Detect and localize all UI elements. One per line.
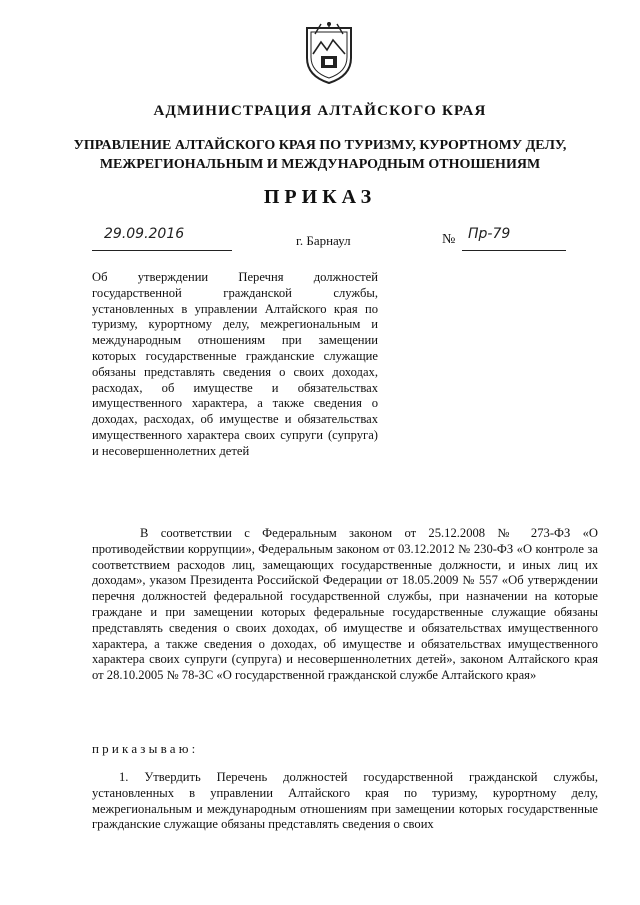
city-label: г. Барнаул (296, 233, 351, 248)
document-type-title: ПРИКАЗ (263, 186, 377, 208)
preamble-paragraph: В соответствии с Федеральным законом от 25.12.2008 № 273-ФЗ «О противодействии коррупции», Федеральным законом от 03.12.2012 № 230-ФЗ «О контроле за соответствием расходов лиц, замещающих государственные должности, и иных лиц их доходам», указом Президента Российской Федерации от 18.05.2009 № 557 «Об утверждении перечня должностей федеральной государственной службы, при назначении на которые граждане и при замещении которых федеральные государственные служащие обязаны представлять сведения о своих доходах, об имуществе и обязательствах имущественного характера, а также сведения о доходах, об имуществе и обязательствах имущественного характера своих супруги (супруга) и несовершеннолетних детей», законом Алтайского края от 28.10.2005 № 78-ЗС «О государственной гражданской службе Алтайского края» (92, 526, 598, 683)
organization-title: АДМИНИСТРАЦИЯ АЛТАЙСКОГО КРАЯ (153, 103, 487, 119)
department-line-1: УПРАВЛЕНИЕ АЛТАЙСКОГО КРАЯ ПО ТУРИЗМУ, КУРОРТНОМУ ДЕЛУ, (73, 138, 567, 153)
coat-of-arms-icon (301, 20, 357, 86)
order-word: приказываю: (92, 741, 199, 756)
handwritten-date: 29.09.2016 (104, 226, 185, 242)
number-label: № (442, 232, 456, 247)
number-field (462, 226, 566, 251)
item-1-paragraph: 1. Утвердить Перечень должностей государственной гражданской службы, установленных в управлении Алтайского края по туризму, курортному делу, межрегиональным и международным отношениям при замещении которых государственные гражданские служащие обязаны представлять сведения о своих (92, 770, 598, 832)
date-field (92, 226, 232, 251)
handwritten-number: Пр-79 (468, 226, 511, 242)
department-line-2: МЕЖРЕГИОНАЛЬНЫМ И МЕЖДУНАРОДНЫМ ОТНОШЕНИЯМ (99, 157, 541, 172)
subject-block: Об утверждении Перечня должностей государственной гражданской службы, установленных в управлении Алтайского края по туризму, курортному делу, межрегиональным и международным отношениям при замещении которых государственные гражданские служащие обязаны представлять сведения о своих доходах, расходах, об имуществе и обязательствах имущественного характера, а также сведения о доходах, расходах, об имуществе и обязательствах имущественного характера своих супруги (супруга) и несовершеннолетних детей (92, 270, 378, 458)
